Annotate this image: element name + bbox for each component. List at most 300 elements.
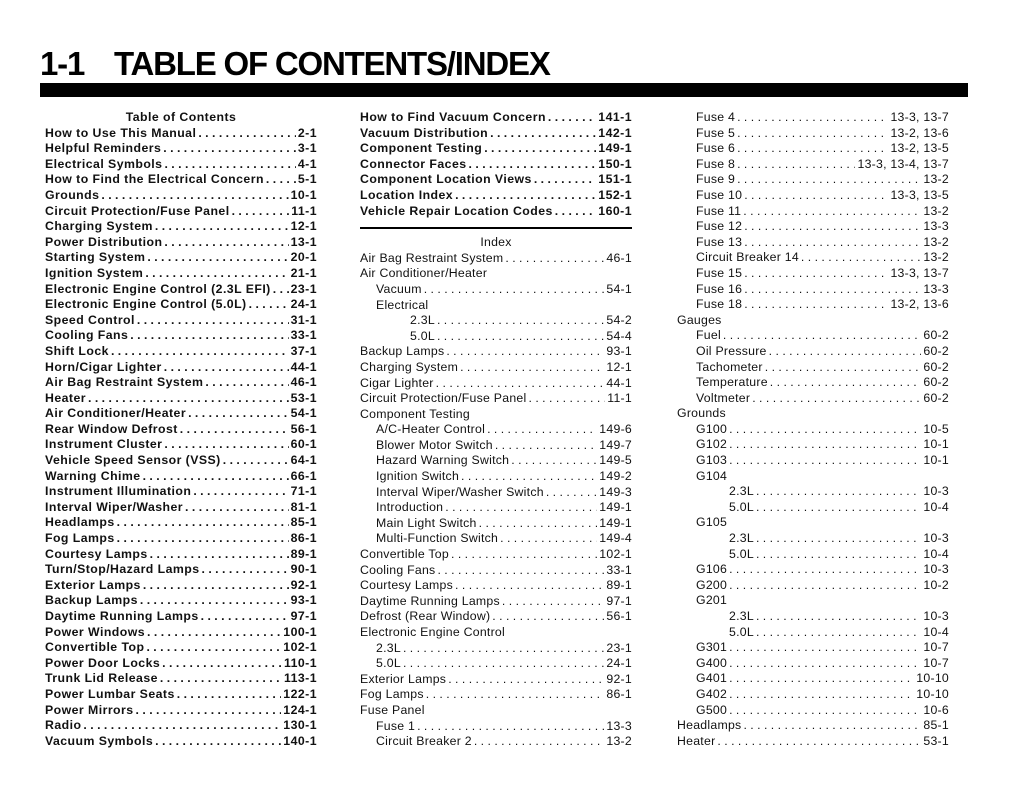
middle-column [360, 110, 632, 750]
index-entry[interactable] [677, 141, 949, 157]
entry-label: Fuse 1 [376, 718, 416, 733]
entry-page: 124-1 [283, 702, 317, 717]
dot-leader [117, 531, 289, 547]
entry-label: Cooling Fans [360, 562, 436, 577]
toc-entry[interactable] [45, 297, 317, 313]
entry-page: 81-1 [290, 499, 317, 514]
index-entry[interactable] [677, 562, 949, 578]
index-entry[interactable] [677, 235, 949, 251]
toc-entry[interactable] [45, 344, 317, 360]
toc-entry[interactable] [45, 375, 317, 391]
entry-page: 13-2 [606, 734, 632, 749]
index-entry[interactable] [360, 391, 632, 407]
index-entry[interactable] [360, 282, 632, 298]
entry-page: 86-1 [290, 531, 317, 546]
index-entry[interactable] [360, 329, 632, 345]
index-entry[interactable] [360, 298, 632, 314]
entry-label: Location Index [360, 187, 454, 202]
index-entry[interactable] [360, 547, 632, 563]
index-entry[interactable] [360, 485, 632, 501]
entry-label: Fuel [696, 328, 721, 343]
toc-entry[interactable] [45, 640, 317, 656]
index-entry[interactable] [677, 703, 949, 719]
entry-label: Horn/Cigar Lighter [45, 359, 162, 374]
toc-entry[interactable] [45, 515, 317, 531]
entry-label: Ignition Switch [376, 469, 460, 484]
toc-entry[interactable] [45, 250, 317, 266]
index-entry[interactable] [360, 313, 632, 329]
index-entry[interactable] [360, 531, 632, 547]
toc-heading [45, 110, 317, 126]
entry-label: 2.3L [729, 531, 754, 546]
entry-page: 149-1 [598, 141, 632, 156]
index-entry[interactable] [677, 157, 949, 173]
entry-page: 10-4 [923, 499, 949, 514]
dot-leader [469, 157, 597, 173]
dot-leader [744, 235, 921, 251]
entry-label: Fuse 12 [696, 219, 743, 234]
entry-page: 89-1 [290, 546, 317, 561]
entry-page: 130-1 [283, 718, 317, 733]
index-entry[interactable] [360, 453, 632, 469]
entry-label: Vehicle Repair Location Codes [360, 203, 553, 218]
entry-label: Hazard Warning Switch [376, 453, 510, 468]
dot-leader [729, 671, 914, 687]
dot-leader [111, 344, 289, 360]
index-entry[interactable] [360, 719, 632, 735]
toc-entry[interactable] [360, 126, 632, 142]
index-entry[interactable] [360, 563, 632, 579]
entry-page: 13-2 [923, 203, 949, 218]
entry-label: Circuit Protection/Fuse Panel [360, 391, 527, 406]
dot-leader [729, 437, 921, 453]
entry-label: 5.0L [729, 546, 754, 561]
index-entry[interactable] [677, 344, 949, 360]
index-entry[interactable] [677, 437, 949, 453]
toc-entry[interactable] [45, 157, 317, 173]
entry-page: 60-2 [923, 343, 949, 358]
section-number: 1-1 [40, 45, 85, 82]
dot-leader [202, 562, 289, 578]
dot-leader [756, 500, 921, 516]
dot-leader [729, 656, 921, 672]
dot-leader [511, 453, 597, 469]
dot-leader [737, 110, 888, 126]
index-entry[interactable] [677, 360, 949, 376]
entry-label: Multi-Function Switch [376, 531, 499, 546]
entry-label: Component Testing [360, 406, 470, 421]
index-entry[interactable] [677, 204, 949, 220]
toc-entry[interactable] [45, 687, 317, 703]
dot-leader [205, 375, 288, 391]
dot-leader [729, 578, 921, 594]
entry-page: 160-1 [598, 203, 632, 218]
entry-label: A/C-Heater Control [376, 422, 486, 437]
entry-label: Daytime Running Lamps [45, 609, 199, 623]
dot-leader [83, 718, 281, 734]
dot-leader [403, 641, 604, 657]
toc-continued-list [360, 110, 632, 219]
entry-label: G401 [696, 671, 728, 686]
index-entry[interactable] [677, 250, 949, 266]
index-entry[interactable] [677, 531, 949, 547]
dot-leader [437, 563, 604, 579]
dot-leader [743, 718, 921, 734]
entry-label: Fuse 16 [696, 281, 743, 296]
dot-leader [548, 110, 596, 126]
entry-label: How to Find Vacuum Concern [360, 110, 546, 124]
dot-leader [534, 172, 596, 188]
entry-page: 97-1 [290, 609, 317, 623]
dot-leader [150, 547, 289, 563]
dot-leader [769, 344, 922, 360]
entry-label: Trunk Lid Release [45, 671, 158, 686]
entry-label: Exterior Lamps [360, 671, 447, 686]
dot-leader [529, 391, 606, 407]
index-entry[interactable] [677, 406, 949, 422]
toc-entry[interactable] [45, 266, 317, 282]
index-entry[interactable] [677, 671, 949, 687]
dot-leader [164, 437, 288, 453]
toc-entry[interactable] [45, 219, 317, 235]
index-entry[interactable] [677, 110, 949, 126]
index-entry[interactable] [677, 172, 949, 188]
toc-entry[interactable] [360, 172, 632, 188]
toc-entry[interactable] [360, 188, 632, 204]
index-entry[interactable] [360, 656, 632, 672]
entry-page: 92-1 [606, 671, 632, 686]
toc-entry[interactable] [45, 625, 317, 641]
entry-page: 64-1 [290, 453, 317, 468]
entry-label: Speed Control [45, 312, 135, 327]
entry-label: Heater [45, 390, 86, 405]
index-entry[interactable] [677, 375, 949, 391]
entry-label: Starting System [45, 250, 146, 265]
index-entry[interactable] [677, 609, 949, 625]
entry-page: 46-1 [290, 375, 317, 390]
index-entry[interactable] [360, 672, 632, 688]
entry-label: G301 [696, 640, 728, 655]
index-entry[interactable] [677, 578, 949, 594]
entry-label: Instrument Cluster [45, 437, 163, 452]
dot-leader [424, 282, 605, 298]
entry-page: 10-3 [923, 531, 949, 546]
index-list-right [677, 110, 949, 749]
toc-list [45, 126, 317, 750]
entry-page: 86-1 [606, 687, 632, 702]
index-entry[interactable] [677, 297, 949, 313]
entry-page: 149-4 [599, 531, 632, 546]
index-entry[interactable] [360, 500, 632, 516]
entry-page: 10-6 [923, 702, 949, 717]
toc-entry[interactable] [45, 671, 317, 687]
toc-entry[interactable] [45, 703, 317, 719]
entry-page: 149-7 [599, 437, 632, 452]
index-entry[interactable] [360, 578, 632, 594]
index-entry[interactable] [677, 219, 949, 235]
toc-entry[interactable] [360, 157, 632, 173]
entry-label: Power Mirrors [45, 702, 134, 717]
toc-entry[interactable] [45, 437, 317, 453]
dot-leader [490, 126, 596, 142]
entry-page: 54-2 [606, 313, 632, 328]
entry-page: 149-2 [599, 469, 632, 484]
toc-entry[interactable] [45, 656, 317, 672]
entry-page: 13-3 [923, 281, 949, 296]
entry-label: G103 [696, 453, 728, 468]
dot-leader [162, 656, 282, 672]
entry-label: Power Distribution [45, 234, 163, 249]
entry-label: Electronic Engine Control (2.3L EFI) [45, 281, 271, 296]
dot-leader [193, 484, 288, 500]
entry-label: Component Location Views [360, 172, 532, 187]
entry-label: Interval Wiper/Washer Switch [376, 484, 544, 499]
dot-leader [455, 188, 596, 204]
entry-label: Cooling Fans [45, 328, 129, 343]
entry-page: 10-10 [916, 686, 949, 701]
entry-label: Fuse 18 [696, 297, 743, 312]
index-entry[interactable] [677, 484, 949, 500]
index-entry[interactable] [360, 687, 632, 703]
toc-entry[interactable] [45, 500, 317, 516]
entry-page: 13-3, 13-4, 13-7 [857, 156, 949, 171]
index-entry[interactable] [677, 500, 949, 516]
entry-label: Convertible Top [45, 640, 145, 655]
index-entry[interactable] [360, 641, 632, 657]
toc-entry[interactable] [45, 484, 317, 500]
entry-label: 5.0L [376, 656, 401, 671]
entry-page: 21-1 [290, 265, 317, 280]
entry-label: Radio [45, 718, 82, 733]
entry-label: Turn/Stop/Hazard Lamps [45, 562, 200, 577]
index-entry[interactable] [360, 469, 632, 485]
index-entry[interactable] [677, 547, 949, 563]
entry-label: Voltmeter [696, 390, 751, 405]
toc-entry[interactable] [45, 406, 317, 422]
index-entry[interactable] [677, 422, 949, 438]
entry-page: 46-1 [606, 250, 632, 265]
entry-page: 10-4 [923, 546, 949, 561]
index-entry[interactable] [360, 266, 632, 282]
toc-entry[interactable] [45, 562, 317, 578]
index-entry[interactable] [360, 438, 632, 454]
index-entry[interactable] [677, 313, 949, 329]
entry-label: Tachometer [696, 359, 763, 374]
entry-label: Temperature [696, 375, 768, 390]
entry-page: 10-1 [290, 187, 317, 202]
index-entry[interactable] [360, 594, 632, 610]
index-entry[interactable] [360, 734, 632, 750]
entry-label: Oil Pressure [696, 343, 767, 358]
index-entry[interactable] [677, 718, 949, 734]
entry-page: 141-1 [598, 110, 632, 124]
index-entry[interactable] [677, 515, 949, 531]
entry-page: 102-1 [599, 547, 632, 562]
entry-label: Fuse 15 [696, 265, 743, 280]
entry-label: Power Windows [45, 624, 146, 639]
index-entry[interactable] [677, 734, 949, 750]
index-entry[interactable] [360, 251, 632, 267]
entry-label: Fuse 4 [696, 110, 736, 124]
dot-leader [744, 266, 888, 282]
toc-entry[interactable] [45, 204, 317, 220]
dot-leader [249, 297, 289, 313]
toc-entry[interactable] [45, 718, 317, 734]
toc-entry[interactable] [45, 328, 317, 344]
dot-leader [88, 391, 289, 407]
entry-label: Vacuum Distribution [360, 125, 489, 140]
index-entry[interactable] [677, 282, 949, 298]
dot-leader [155, 734, 281, 750]
toc-entry[interactable] [45, 126, 317, 142]
dot-leader [143, 578, 289, 594]
entry-page: 149-6 [599, 422, 632, 437]
toc-entry[interactable] [45, 360, 317, 376]
toc-entry[interactable] [45, 282, 317, 298]
entry-label: 2.3L [729, 609, 754, 623]
entry-page: 102-1 [283, 640, 317, 655]
index-entry[interactable] [677, 640, 949, 656]
toc-entry[interactable] [45, 609, 317, 625]
toc-entry[interactable] [45, 531, 317, 547]
index-entry[interactable] [677, 593, 949, 609]
entry-label: G100 [696, 421, 728, 436]
entry-label: Headlamps [677, 718, 742, 733]
entry-page: 13-3, 13-7 [890, 110, 949, 124]
entry-page: 140-1 [283, 733, 317, 748]
toc-column [45, 110, 317, 749]
entry-label: Courtesy Lamps [45, 546, 148, 561]
toc-entry[interactable] [45, 313, 317, 329]
entry-page: 13-2 [923, 250, 949, 265]
dot-leader [266, 172, 296, 188]
dot-leader [417, 719, 604, 735]
entry-page: 12-1 [606, 359, 632, 374]
dot-leader [744, 219, 921, 235]
entry-label: Rear Window Defrost [45, 421, 178, 436]
index-entry[interactable] [360, 422, 632, 438]
toc-entry[interactable] [45, 235, 317, 251]
entry-label: Charging System [360, 359, 459, 374]
toc-entry[interactable] [360, 204, 632, 220]
entry-label: How to Use This Manual [45, 125, 197, 140]
entry-label: Warning Chime [45, 468, 141, 483]
toc-entry[interactable] [45, 547, 317, 563]
entry-page: 149-5 [599, 453, 632, 468]
entry-label: Ignition System [45, 265, 144, 280]
index-entry[interactable] [360, 609, 632, 625]
index-entry[interactable] [677, 328, 949, 344]
index-entry[interactable] [677, 391, 949, 407]
dot-leader [163, 141, 296, 157]
toc-entry[interactable] [45, 172, 317, 188]
entry-page: 60-2 [923, 375, 949, 390]
entry-page: 20-1 [290, 250, 317, 265]
dot-leader [403, 656, 604, 672]
toc-entry[interactable] [45, 593, 317, 609]
dot-leader [185, 500, 289, 516]
dot-leader [737, 157, 855, 173]
dot-leader [446, 344, 604, 360]
entry-page: 10-5 [923, 421, 949, 436]
dot-leader [744, 282, 921, 298]
entry-label: Shift Lock [45, 343, 109, 358]
entry-label: Daytime Running Lamps [360, 593, 500, 608]
entry-page: 110-1 [283, 655, 317, 670]
dot-leader [232, 204, 290, 220]
dot-leader [460, 360, 604, 376]
index-entry[interactable] [677, 188, 949, 204]
dot-leader [770, 375, 922, 391]
entry-page: 149-1 [599, 515, 632, 530]
entry-label: Air Bag Restraint System [360, 250, 504, 265]
index-entry[interactable] [677, 266, 949, 282]
toc-entry[interactable] [45, 422, 317, 438]
index-heading [360, 235, 632, 251]
dot-leader [765, 360, 922, 376]
dot-leader [147, 250, 288, 266]
entry-label: Fuse 5 [696, 125, 736, 140]
index-entry[interactable] [677, 469, 949, 485]
index-entry[interactable] [360, 625, 632, 641]
dot-leader [502, 594, 604, 610]
entry-label: Interval Wiper/Washer [45, 499, 184, 514]
index-entry[interactable] [677, 656, 949, 672]
entry-page: 13-3 [606, 718, 632, 733]
entry-page: 100-1 [283, 624, 317, 639]
index-entry[interactable] [360, 344, 632, 360]
index-entry[interactable] [360, 360, 632, 376]
index-entry[interactable] [677, 687, 949, 703]
entry-label: Grounds [677, 406, 726, 421]
entry-label: 5.0L [410, 328, 435, 343]
index-entry[interactable] [360, 407, 632, 423]
entry-label: Grounds [45, 187, 100, 202]
index-entry[interactable] [677, 453, 949, 469]
entry-label: Air Bag Restraint System [45, 375, 204, 390]
dot-leader [723, 328, 921, 344]
toc-entry[interactable] [45, 141, 317, 157]
toc-entry[interactable] [45, 391, 317, 407]
index-entry[interactable] [360, 703, 632, 719]
entry-label: Blower Motor Switch [376, 437, 493, 452]
toc-entry[interactable] [45, 578, 317, 594]
page-title [40, 44, 550, 84]
entry-page: 149-3 [599, 484, 632, 499]
toc-entry[interactable] [45, 469, 317, 485]
toc-entry[interactable] [360, 141, 632, 157]
toc-entry[interactable] [45, 188, 317, 204]
entry-page: 149-1 [599, 500, 632, 515]
entry-page: 152-1 [598, 187, 632, 202]
entry-label: Vacuum [376, 281, 422, 296]
toc-entry[interactable] [45, 453, 317, 469]
dot-leader [484, 141, 596, 157]
index-entry[interactable] [360, 376, 632, 392]
entry-page: 11-1 [291, 203, 317, 218]
index-entry[interactable] [677, 126, 949, 142]
dot-leader [455, 578, 604, 594]
index-entry[interactable] [677, 625, 949, 641]
index-entry[interactable] [360, 516, 632, 532]
entry-page: 90-1 [290, 562, 317, 577]
entry-page: 33-1 [606, 562, 632, 577]
toc-entry[interactable] [45, 734, 317, 750]
toc-entry[interactable] [360, 110, 632, 126]
dot-leader [180, 422, 289, 438]
entry-page: 85-1 [290, 515, 317, 530]
dot-leader [164, 235, 288, 251]
